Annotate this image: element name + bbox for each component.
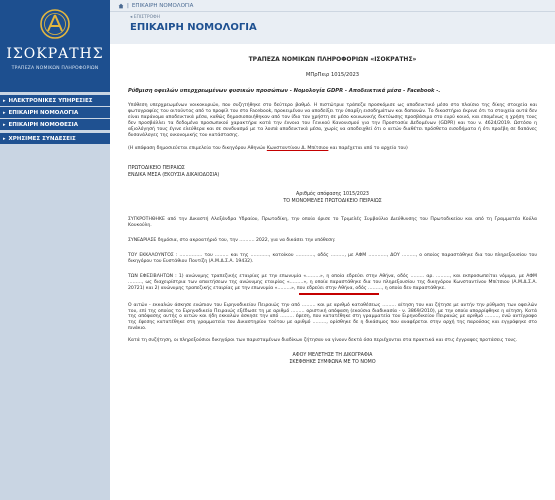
page-title: ΕΠΙΚΑΙΡΗ ΝΟΜΟΛΟΓΙΑ bbox=[130, 22, 257, 33]
sidebar-item-label: ΕΠΙΚΑΙΡΗ ΝΟΜΟΛΟΓΙΑ bbox=[8, 109, 79, 116]
court-title: ΤΟ ΜΟΝΟΜΕΛΕΣ ΠΡΩΤΟΔΙΚΕΙΟ ΠΕΙΡΑΙΩΣ bbox=[283, 199, 382, 205]
hearing-paragraph: Κατά τη συζήτηση, οι πληρεξούσιοι δικηγόροι των παρισταμένων διαδίκων ζήτησαν να γίνουν δεκτά όσα περιέχονται στα πρακτικά και στις έγγραφες προτάσεις τους. bbox=[128, 338, 518, 344]
document-heading: ΤΡΑΠΕΖΑ ΝΟΜΙΚΩΝ ΠΛΗΡΟΦΟΡΙΩΝ «ΙΣΟΚΡΑΤΗΣ» bbox=[248, 56, 417, 63]
brand-header[interactable] bbox=[0, 0, 110, 92]
breadcrumb-separator: | bbox=[127, 2, 129, 9]
after-study-line: ΑΦΟΥ ΜΕΛΕΤΗΣΕ ΤΗ ΔΙΚΟΓΡΑΦΙΑ bbox=[292, 353, 373, 359]
arrow-right-icon: ▸ bbox=[3, 121, 6, 128]
procedure-label: ΕΝΔΙΚΑ ΜΕΣΑ (ΕΚΟΥΣΙΑ ΔΙΚΑΙΟΔΟΣΙΑ) bbox=[128, 173, 220, 179]
court-name: ΠΡΩΤΟΔΙΚΕΙΟ ΠΕΙΡΑΙΩΣ bbox=[128, 166, 185, 172]
decision-number: ΜΠρΠειρ 1015/2023 bbox=[305, 72, 360, 78]
sidebar-item-label: ΗΛΕΚΤΡΟΝΙΚΕΣ ΥΠΗΡΕΣΙΕΣ bbox=[8, 97, 93, 104]
main-area bbox=[110, 0, 555, 500]
arrow-right-icon: ▸ bbox=[3, 109, 6, 116]
back-label: ΕΠΙΣΤΡΟΦΗ bbox=[133, 14, 161, 20]
sidebar-menu bbox=[0, 95, 110, 144]
breadcrumb-item[interactable]: ΕΠΙΚΑΙΡΗ ΝΟΜΟΛΟΓΙΑ bbox=[131, 2, 194, 9]
decision-header bbox=[128, 191, 537, 205]
sidebar-item-legislation[interactable] bbox=[0, 119, 110, 130]
document-content bbox=[110, 44, 555, 500]
respondents-paragraph: ΤΩΝ ΕΦΕΣΙΒΛΗΤΩΝ : 1) ανώνυμης τραπεζικής εταιρίας με την επωνυμία «………», η οποία εδρεύει στην Αθήνα, οδός ……… αρ. ………, και εκπροσωπείται νόμιμα, με ΑΦΜ ………, ως διαχειρίστρια των απαιτήσεων της ανώνυμης εταιρίας «………», η οποία παραστάθηκε δια του πληρεξουσίου της δικηγόρου Κωνσταντίνου Μπίτσιου (Α.Μ.Δ.Σ.Α. 20721) και 2) ανώνυμης τραπεζικής εταιρίας με την επωνυμία «………», που εδρεύει στην Αθήνα, οδός ………, η οποία δεν παραστάθηκε. bbox=[128, 273, 537, 291]
arrow-right-icon: ▸ bbox=[3, 97, 6, 104]
per-law-line: ΣΚΕΦΘΗΚΕ ΣΥΜΦΩΝΑ ΜΕ ΤΟ ΝΟΜΟ bbox=[289, 360, 376, 366]
sidebar bbox=[0, 0, 110, 500]
decision-number-line: Αριθμός απόφασης 1015/2023 bbox=[296, 192, 369, 198]
brand-name: ΙΣΟΚΡΑΤΗΣ bbox=[6, 46, 104, 62]
brand-subtitle: ΤΡΑΠΕΖΑ ΝΟΜΙΚΩΝ ΠΛΗΡΟΦΟΡΙΩΝ bbox=[11, 66, 99, 71]
logo-emblem-icon bbox=[39, 8, 71, 40]
note-text-end: και παρέχεται από το αρχείο του) bbox=[328, 146, 408, 152]
appellant-paragraph: ΤΟΥ ΕΚΚΑΛΟΥΝΤΟΣ : …………… του ……… και της …………, κατοίκου …………, οδός ………, με ΑΦΜ …………, ΔΟΥ ………, ο οποίος παραστάθηκε δια του πληρεξουσίου του δικηγόρου του Ευστάθιου Ποντίζη (Α.Μ.Δ.Σ.Α. 19432). bbox=[128, 253, 537, 264]
author-name: Κωνσταντίνου Δ. Μπίτσιου bbox=[266, 146, 329, 152]
sidebar-item-electronic-services[interactable] bbox=[0, 95, 110, 106]
red-underline-mark bbox=[299, 293, 379, 295]
sidebar-item-label: ΧΡΗΣΙΜΕΣ ΣΥΝΔΕΣΕΙΣ bbox=[8, 135, 76, 142]
closing-block bbox=[128, 352, 537, 366]
sidebar-item-case-law[interactable] bbox=[0, 107, 110, 118]
publication-note bbox=[128, 146, 537, 152]
summary-paragraph: Υπόθεση υπερχρεωμένων νοικοκυριών, που συζητήθηκε στο δεύτερο βαθμό. Η πιστώτρια τράπεζα προσκόμισε ως αποδεικτικό μέσο στο πλαίσιο της δίκης στοιχεία και φωτογραφίες του αιτούντος από το προφίλ του στο Facebook, προκειμένου να αποδείξει την ύπαρξη εισοδημάτων και δαπανών. Το δικαστήριο έκρινε ότι τα στοιχεία αυτά δεν είναι παράνομα αποδεικτικά μέσα, καθώς δημοσιοποιήθηκαν από τον ίδιο τον χρήστη σε μέσο κοινωνικής δικτύωσης προσβάσιμο στο ευρύ κοινό, και επομένως η χρήση τους δεν προσβάλλει τα δεδομένα προσωπικού χαρακτήρα κατά την έννοια του Γενικού Κανονισμού για την Προστασία Δεδομένων (GDPR) και του ν. 4624/2019. Ωστόσο η αξιολόγησή τους έγινε ελεύθερα και σε συνδυασμό με τα λοιπά αποδεικτικά μέσα, χωρίς να αποδειχθεί ότι ο αιτών διαθέτει πρόσθετα εισοδήματα ή ότι προέβη σε δαπάνες δυσανάλογες της οικονομικής του κατάστασης. bbox=[128, 103, 537, 138]
decision-subject: Ρύθμιση οφειλών υπερχρεωμένων φυσικών προσώπων - Νομολογία GDPR - Αποδεικτικά μέσα - Facebook -. bbox=[128, 88, 441, 94]
composition-paragraph: ΣΥΓΚΡΟΤΗΘΗΚΕ από την Δικαστή Αλεξάνδρα Υδραίου, Πρωτοδίκη, την οποία όρισε το Τριμελές Συμβούλιο Διεύθυνσης του Πρωτοδικείου και από τη Γραμματέα Κούλα Κουκούλη. bbox=[128, 217, 537, 229]
note-text: (Η απόφαση δημοσιεύεται επιμελεία του δικηγόρου Αθηνών bbox=[128, 146, 267, 152]
breadcrumb bbox=[110, 0, 555, 12]
sidebar-item-useful-links[interactable] bbox=[0, 133, 110, 144]
back-arrow-icon: ◂ bbox=[130, 14, 134, 20]
back-link[interactable] bbox=[110, 12, 555, 22]
sidebar-item-label: ΕΠΙΚΑΙΡΗ ΝΟΜΟΘΕΣΙΑ bbox=[8, 121, 78, 128]
home-icon[interactable] bbox=[118, 3, 124, 9]
arrow-right-icon: ▸ bbox=[3, 135, 6, 142]
session-paragraph: ΣΥΝΕΔΡΙΑΣΕ δημόσια, στο ακροατήριό του, την ………. 2022, για να δικάσει την υπόθεση: bbox=[128, 238, 336, 244]
body-paragraph: Ο αιτών - εκκαλών άσκησε ενώπιον του Ειρηνοδικείου Πειραιώς την από ……… και με αριθμό καταθέσεως ……… αίτηση του και ζήτησε με αυτήν την ρύθμιση των οφειλών του, επί της οποίας το Ειρηνοδικείο Πειραιώς εξέδωσε τη με αριθμό ……… οριστική απόφαση (εκούσια διαδικασία - ν. 3869/2010), με την οποία απορρίφθηκε η αίτηση. Κατά της απόφασης αυτής ο αιτών και ήδη εκκαλών άσκησε την από ……… έφεση, που κατατέθηκε στη γραμματεία του Ειρηνοδικείου Πειραιώς με αριθμό ………, ενώ αντίγραφο της έφεσης κατατέθηκε στη γραμματεία του Δικαστηρίου τούτου με αριθμό ………, ορίσθηκε δε η δικάσιμος που αναφέρεται στην αρχή της παρούσας και εγγράφηκε στο πινάκιο. bbox=[128, 302, 537, 332]
court-block bbox=[128, 165, 537, 179]
